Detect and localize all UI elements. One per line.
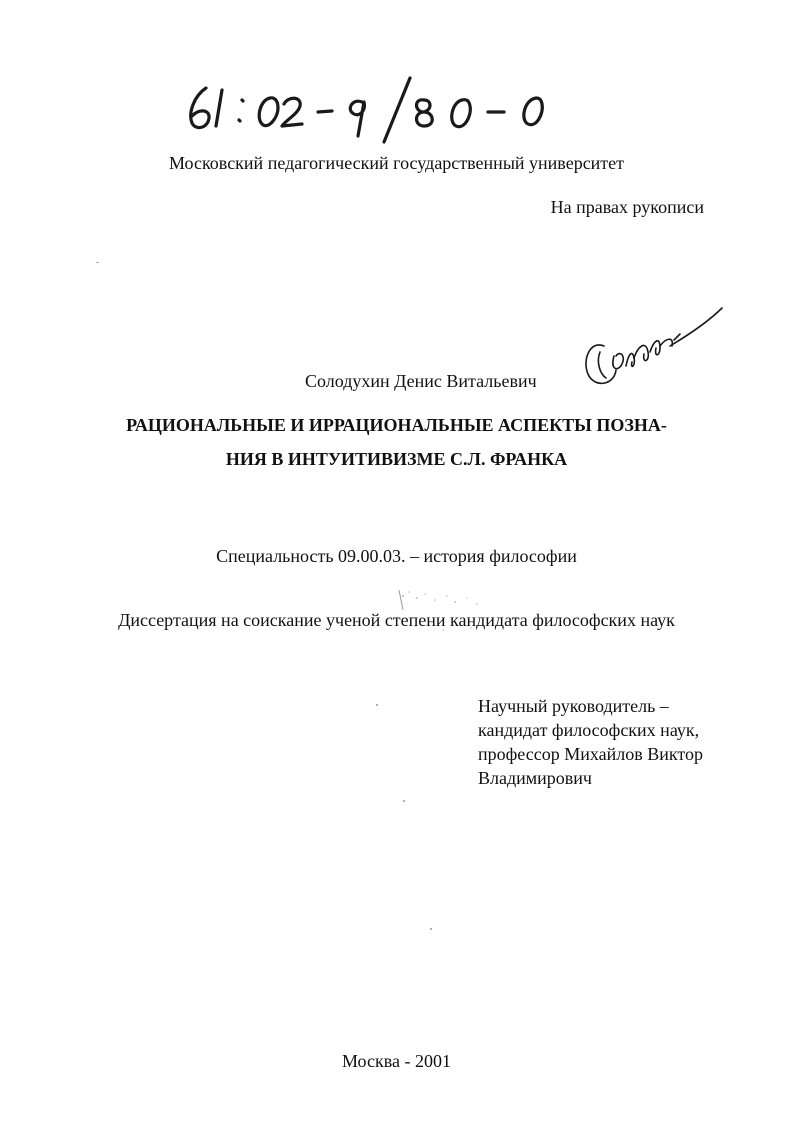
- university-name: Московский педагогический государственный университет: [168, 153, 625, 173]
- scan-speck: [430, 928, 432, 930]
- supervisor-line-2: кандидат философских наук,: [478, 720, 700, 740]
- author-name: Солодухин Денис Витальевич: [305, 371, 537, 391]
- place-and-year: Москва - 2001: [342, 1051, 451, 1071]
- scan-speck: [376, 704, 378, 706]
- scientific-supervisor: [478, 694, 703, 790]
- dissertation-note: Диссертация на соискание ученой степени кандидата философских наук: [118, 610, 675, 630]
- scan-speck: [403, 800, 405, 802]
- author-signature: [570, 300, 730, 400]
- specialty: Специальность 09.00.03. – история философии: [216, 546, 577, 566]
- rights-note: На правах рукописи: [550, 197, 704, 217]
- dissertation-title-line-2: НИЯ В ИНТУИТИВИЗМЕ С.Л. ФРАНКА: [225, 449, 568, 469]
- supervisor-line-1: Научный руководитель –: [478, 696, 669, 716]
- supervisor-line-4: Владимирович: [478, 768, 592, 788]
- scan-speck: [96, 262, 99, 263]
- dissertation-title-line-1: РАЦИОНАЛЬНЫЕ И ИРРАЦИОНАЛЬНЫЕ АСПЕКТЫ ПОЗНА-: [126, 415, 667, 435]
- handwritten-archive-code: [178, 68, 578, 148]
- supervisor-line-3: профессор Михайлов Виктор: [478, 744, 703, 764]
